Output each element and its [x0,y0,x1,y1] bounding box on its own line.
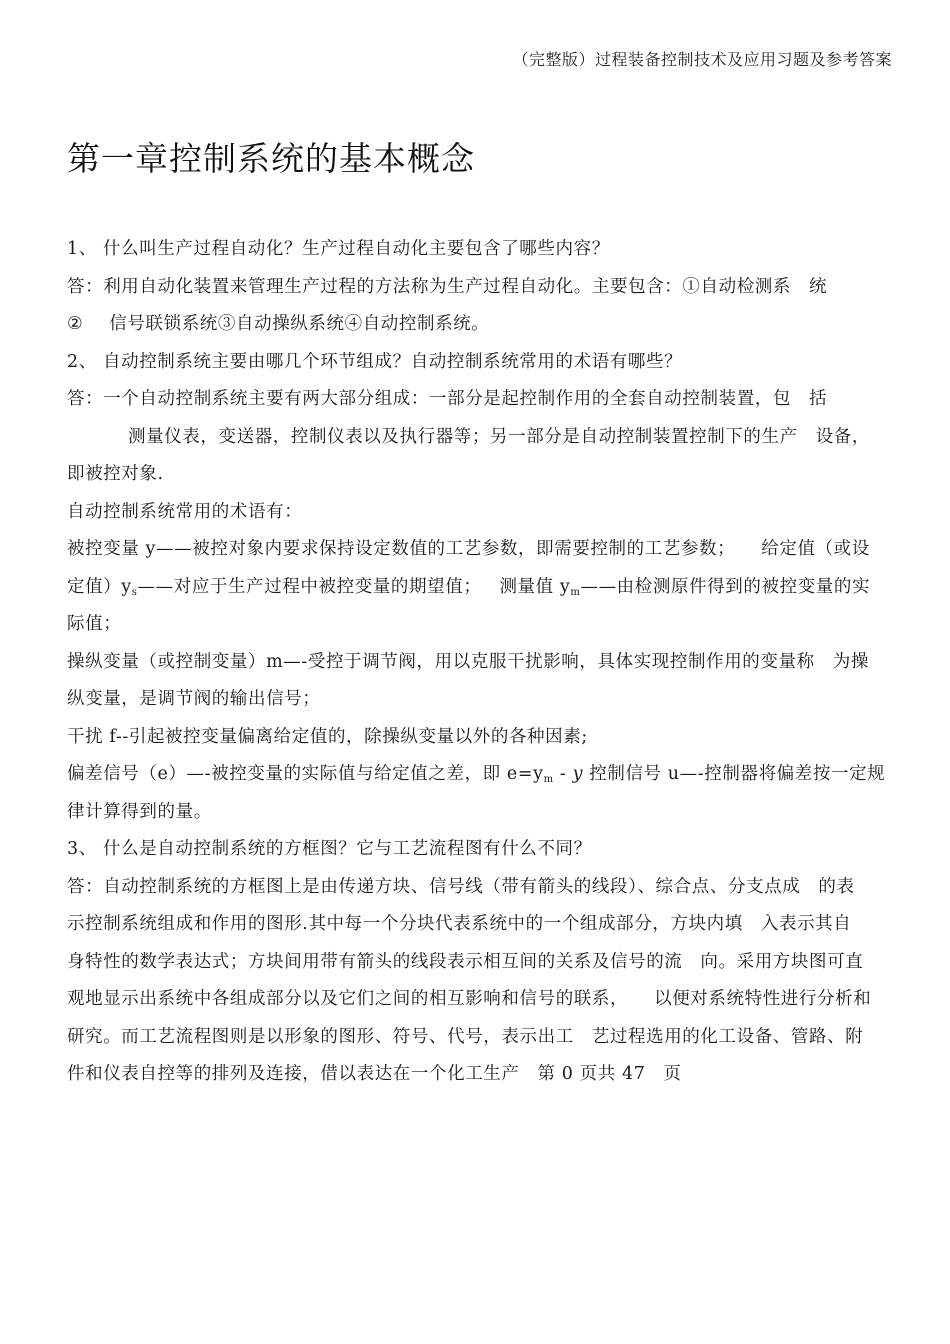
answer-3-line-4: 观地显示出系统中各组成部分以及它们之间的相互影响和信号的联系， 以便对系统特性进行分析和 [67,989,872,1009]
term-manipulated-variable-line-1: 操纵变量（或控制变量）m—-受控于调节阀，用以克服干扰影响，具体实现控制作用的变量称 为操 [67,651,869,672]
term-disturbance: 干扰 f--引起被控变量偏离给定值的，除操纵变量以外的各种因素; [67,726,588,747]
term-error-signal-line-1: 偏差信号（e）—-被控变量的实际值与给定值之差，即 $e=y_m - y$ 控制信号 u—-控制器将偏差按一定规 [67,764,886,785]
question-3: 3、 什么是自动控制系统的方框图？它与工艺流程图有什么不同？ [67,839,592,859]
answer-3-line-1: 答：自动控制系统的方框图上是由传递方块、信号线（带有箭头的线段）、综合点、分支点成 的表 [67,876,855,897]
running-header: （完整版）过程装备控制技术及应用习题及参考答案 [512,50,892,69]
answer-2-line-3: 即被控对象. [67,464,164,484]
term-controlled-variable-line-1: 被控变量 y——被控对象内要求保持设定数值的工艺参数，即需要控制的工艺参数； 给定值（或设 [67,539,870,559]
question-1: 1、 什么叫生产过程自动化？生产过程自动化主要包含了哪些内容？ [67,239,610,259]
answer-1-line-1: 答：利用自动化装置来管理生产过程的方法称为生产过程自动化。主要包含：①自动检测系 统 [67,276,828,297]
terms-intro: 自动控制系统常用的术语有： [67,501,303,522]
answer-3-line-2: 示控制系统组成和作用的图形.其中每一个分块代表系统中的一个组成部分，方块内填 入表示其自 [67,914,852,934]
page-number: 第 0 页共 47 [537,1064,646,1084]
question-2: 2、 自动控制系统主要由哪几个环节组成？自动控制系统常用的术语有哪些？ [67,351,683,372]
answer-2-line-2: 测量仪表，变送器，控制仪表以及执行器等；另一部分是自动控制装置控制下的生产 设备， [128,426,871,447]
term-error-signal-line-2: 律计算得到的量。 [67,801,212,822]
answer-3-line-3: 身特性的数学表达式；方块间用带有箭头的线段表示相互间的关系及信号的流 向。采用方块图可直 [67,951,864,972]
term-measured-value-end: 际值； [67,614,122,634]
body-text [67,231,910,1094]
chapter-title: 第一章控制系统的基本概念 [67,139,475,178]
answer-1-line-2: ② 信号联锁系统③自动操纵系统④自动控制系统。 [67,314,490,334]
term-manipulated-variable-line-2: 纵变量，是调节阀的输出信号； [67,689,321,709]
answer-3-line-5: 研究。而工艺流程图则是以形象的图形、符号、代号，表示出工 艺过程选用的化工设备、管路、附 [67,1026,864,1047]
answer-2-line-1: 答：一个自动控制系统主要有两大部分组成：一部分是起控制作用的全套自动控制装置，包 括 [67,389,828,409]
answer-3-line-6: 件和仪表自控等的排列及连接，借以表达在一个化工生产 第 0 页共 47 页 [67,1064,682,1084]
term-setpoint-line: 定值）$y_s——$对应于生产过程中被控变量的期望值； 测量值 $y_m——$由检测原件得到的被控变量的实 [67,576,871,598]
